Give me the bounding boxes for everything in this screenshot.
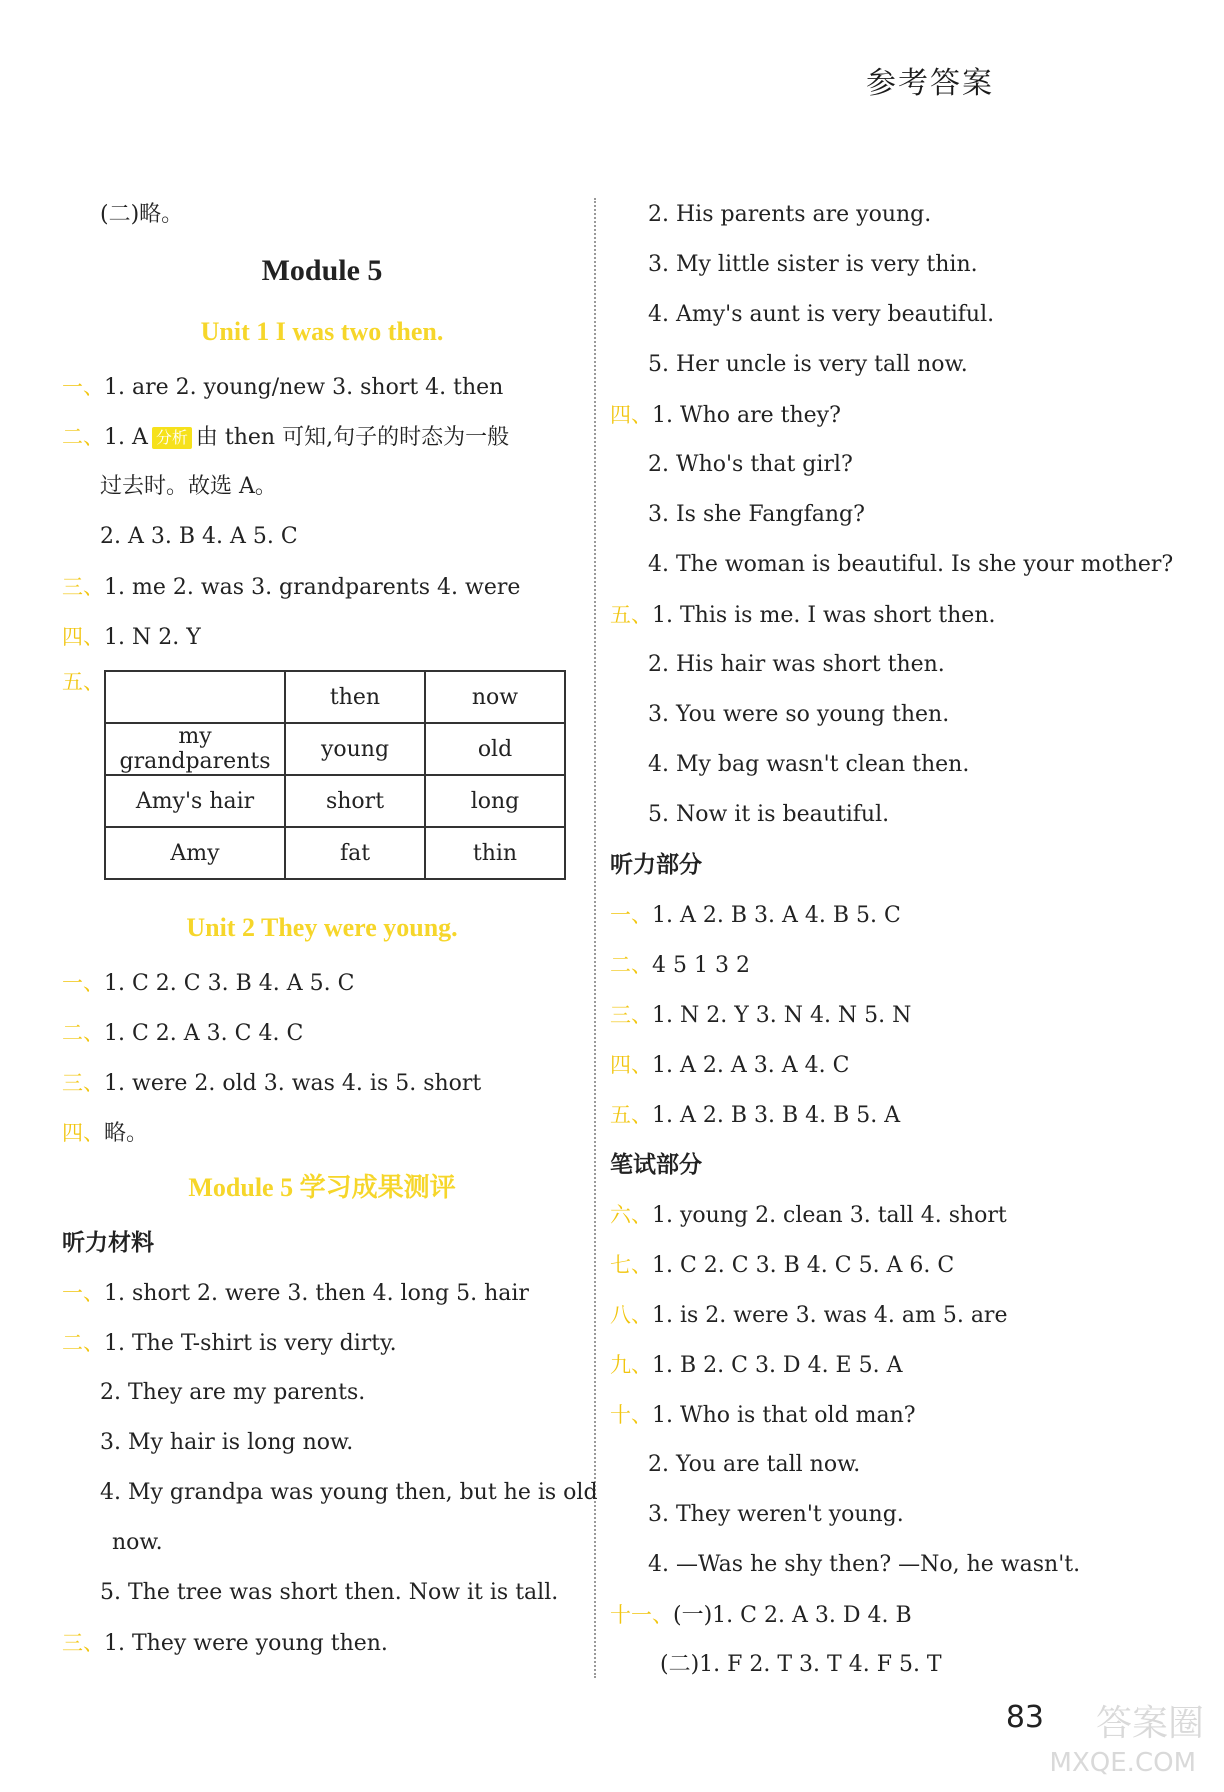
- listening-section-heading: 听力部分: [610, 852, 702, 878]
- unit2-title: Unit 2 They were young.: [186, 913, 458, 942]
- answer-text: (一)1. C 2. A 3. D 4. B: [673, 1603, 912, 1628]
- watermark-url: MXQE.COM: [1049, 1748, 1196, 1778]
- comparison-table-block: [62, 662, 582, 898]
- answer-text: 1. are 2. young/new 3. short 4. then: [104, 375, 504, 400]
- answer-text: 1. N 2. Y 3. N 4. N 5. N: [652, 1003, 912, 1028]
- section-number: 四、: [610, 403, 652, 427]
- section-number: 三、: [62, 575, 104, 599]
- answer-text: 1. C 2. C 3. B 4. A 5. C: [104, 971, 355, 996]
- section-number: 一、: [62, 375, 104, 399]
- answer-line: 3. My little sister is very thin.: [648, 252, 978, 277]
- answer-line: 3. You were so young then.: [648, 702, 950, 727]
- answer-line: 2. They are my parents.: [100, 1380, 366, 1405]
- answer-text: 1. They were young then.: [104, 1631, 388, 1656]
- answer-line: 3. They weren't young.: [648, 1502, 904, 1527]
- answer-line: 4. —Was he shy then? —No, he wasn't.: [648, 1552, 1081, 1577]
- answer-line: [62, 958, 582, 1008]
- section-number: 八、: [610, 1303, 652, 1327]
- answer-line: [610, 1090, 1130, 1140]
- answer-line: [610, 390, 1130, 440]
- answer-line: 2. A 3. B 4. A 5. C: [100, 524, 298, 549]
- answer-text: 1. A 2. B 3. A 4. B 5. C: [652, 903, 901, 928]
- left-column: [62, 190, 598, 1668]
- answer-text: 1. young 2. clean 3. tall 4. short: [652, 1203, 1007, 1228]
- answer-text: 1. me 2. was 3. grandparents 4. were: [104, 575, 521, 600]
- section-number: 十一、: [610, 1603, 673, 1627]
- answer-text: 1. were 2. old 3. was 4. is 5. short: [104, 1071, 482, 1096]
- table-cell: short: [285, 775, 425, 827]
- section-number: 十、: [610, 1403, 652, 1427]
- answer-line: 2. His hair was short then.: [648, 652, 945, 677]
- answer-line: [610, 1240, 1130, 1290]
- answer-text: 4 5 1 3 2: [652, 953, 750, 978]
- answer-line: 4. Amy's aunt is very beautiful.: [648, 302, 995, 327]
- section-number: 三、: [610, 1003, 652, 1027]
- answer-text: 1. A 2. A 3. A 4. C: [652, 1053, 850, 1078]
- section-number: 六、: [610, 1203, 652, 1227]
- table-row: [105, 775, 565, 827]
- answer-line: (二)1. F 2. T 3. T 4. F 5. T: [660, 1652, 942, 1677]
- answer-line: 5. Her uncle is very tall now.: [648, 352, 968, 377]
- section-number: 一、: [610, 903, 652, 927]
- answer-line: 4. The woman is beautiful. Is she your mother?: [648, 552, 1174, 577]
- answer-text: 1. is 2. were 3. was 4. am 5. are: [652, 1303, 1008, 1328]
- answer-line: [62, 412, 582, 462]
- answer-line: 5. The tree was short then. Now it is tall.: [100, 1580, 559, 1605]
- table-cell: [105, 671, 285, 723]
- section-number: 二、: [62, 1021, 104, 1045]
- answer-line: 4. My grandpa was young then, but he is old: [100, 1480, 598, 1505]
- table-cell: young: [285, 723, 425, 775]
- table-cell: fat: [285, 827, 425, 879]
- table-cell: now: [425, 671, 565, 723]
- table-row: [105, 827, 565, 879]
- section-number: 四、: [62, 625, 104, 649]
- test-title: Module 5 学习成果测评: [188, 1173, 456, 1202]
- section-number: 五、: [610, 1103, 652, 1127]
- column-divider: [594, 198, 596, 1678]
- answer-text: 1. A: [104, 425, 148, 450]
- answer-text: 1. This is me. I was short then.: [652, 603, 996, 628]
- answer-line: [610, 1290, 1130, 1340]
- answer-line: 2. His parents are young.: [648, 202, 932, 227]
- answer-text: 1. C 2. C 3. B 4. C 5. A 6. C: [652, 1253, 955, 1278]
- answer-line: [610, 990, 1130, 1040]
- page-header-title: 参考答案: [866, 66, 994, 101]
- answer-line: [62, 562, 582, 612]
- right-column: [610, 190, 1174, 1690]
- answer-text: 略。: [104, 1121, 149, 1146]
- table-cell: my grandparents: [105, 723, 285, 775]
- answer-line: [610, 1190, 1130, 1240]
- answer-line: 3. My hair is long now.: [100, 1430, 354, 1455]
- section-number: 四、: [610, 1053, 652, 1077]
- table-cell: Amy: [105, 827, 285, 879]
- answer-line: (二)略。: [100, 202, 184, 227]
- section-number: 一、: [62, 1281, 104, 1305]
- section-number: 三、: [62, 1071, 104, 1095]
- table-cell: old: [425, 723, 565, 775]
- table-cell: Amy's hair: [105, 775, 285, 827]
- watermark-logo: 答案圈: [1095, 1703, 1204, 1744]
- answer-line: [610, 590, 1130, 640]
- section-number: 二、: [610, 953, 652, 977]
- answer-line: [610, 890, 1130, 940]
- answer-text: 1. Who is that old man?: [652, 1403, 916, 1428]
- table-cell: thin: [425, 827, 565, 879]
- answer-line: [610, 1040, 1130, 1090]
- answer-text: 1. C 2. A 3. C 4. C: [104, 1021, 304, 1046]
- answer-line: 2. Who's that girl?: [648, 452, 853, 477]
- answer-text: 1. Who are they?: [652, 403, 841, 428]
- section-number: 三、: [62, 1631, 104, 1655]
- answer-line: [62, 1058, 582, 1108]
- answer-line: [62, 1268, 582, 1318]
- listening-material-heading: 听力材料: [62, 1230, 154, 1256]
- answer-line: [62, 1108, 582, 1158]
- answer-line: 过去时。故选 A。: [100, 474, 277, 499]
- module-title: Module 5: [261, 254, 383, 287]
- page-number: 83: [1005, 1700, 1044, 1735]
- comparison-table: [104, 670, 566, 880]
- table-header-row: [105, 671, 565, 723]
- answer-line: [610, 1590, 1130, 1640]
- answer-line: [62, 612, 582, 662]
- answer-text: 1. A 2. B 3. B 4. B 5. A: [652, 1103, 901, 1128]
- section-number: 九、: [610, 1353, 652, 1377]
- answer-line: [62, 1008, 582, 1058]
- section-number: 四、: [62, 1121, 104, 1145]
- answer-line: 4. My bag wasn't clean then.: [648, 752, 970, 777]
- section-number: 七、: [610, 1253, 652, 1277]
- answer-line: [62, 1318, 582, 1368]
- section-number: 二、: [62, 425, 104, 449]
- section-number: 一、: [62, 971, 104, 995]
- answer-text: 1. N 2. Y: [104, 625, 201, 650]
- answer-line: now.: [112, 1530, 163, 1555]
- answer-line: [610, 1340, 1130, 1390]
- section-number: 二、: [62, 1331, 104, 1355]
- answer-text: 1. short 2. were 3. then 4. long 5. hair: [104, 1281, 529, 1306]
- unit1-title: Unit 1 I was two then.: [200, 317, 444, 346]
- table-cell: long: [425, 775, 565, 827]
- written-section-heading: 笔试部分: [610, 1152, 702, 1178]
- answer-line: [62, 362, 582, 412]
- answer-line: [62, 1618, 582, 1668]
- table-row: [105, 723, 565, 775]
- answer-text: 1. The T-shirt is very dirty.: [104, 1331, 397, 1356]
- section-number: 五、: [62, 670, 104, 694]
- answer-line: 3. Is she Fangfang?: [648, 502, 865, 527]
- section-number: 五、: [610, 603, 652, 627]
- answer-line: 5. Now it is beautiful.: [648, 802, 890, 827]
- answer-line: [610, 1390, 1130, 1440]
- answer-text: 由 then 可知,句子的时态为一般: [195, 425, 510, 450]
- answer-line: 2. You are tall now.: [648, 1452, 861, 1477]
- analysis-badge: 分析: [152, 427, 192, 449]
- table-cell: then: [285, 671, 425, 723]
- answer-text: 1. B 2. C 3. D 4. E 5. A: [652, 1353, 903, 1378]
- answer-line: [610, 940, 1130, 990]
